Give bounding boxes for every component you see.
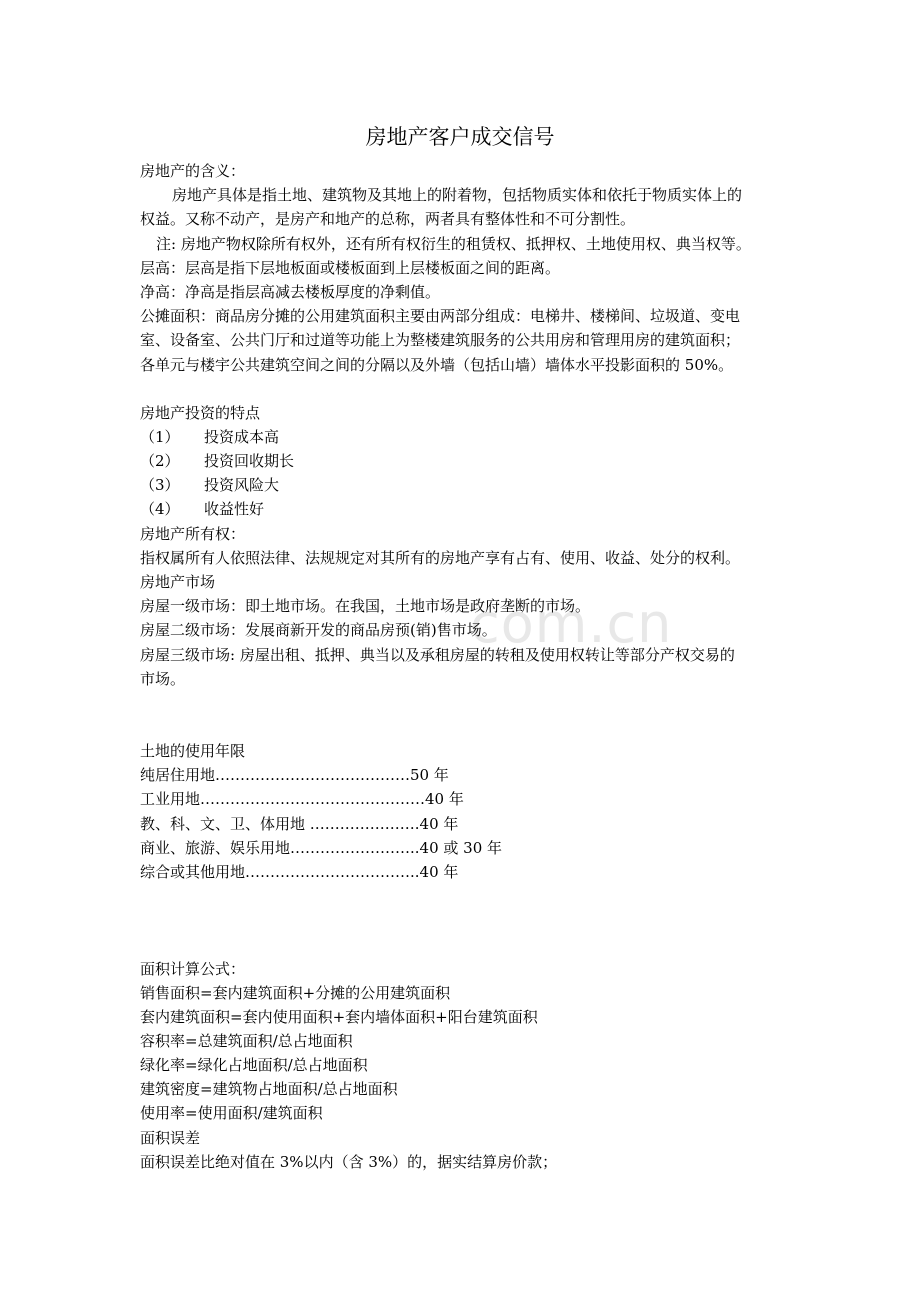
formula-line: 使用率=使用面积/建筑面积 — [140, 1104, 323, 1122]
land-item: 教、科、文、卫、体用地 ………………….40 年 — [140, 815, 459, 833]
shared-area-line-3: 各单元与楼宇公共建筑空间之间的分隔以及外墙（包括山墙）墙体水平投影面积的 50%。 — [140, 356, 734, 374]
formula-line: 容积率=总建筑面积/总占地面积 — [140, 1032, 353, 1050]
list-item-text: 收益性好 — [204, 500, 265, 518]
list-item-number: （4） — [140, 500, 180, 518]
document-title: 房地产客户成交信号 — [365, 125, 555, 149]
formula-line: 建筑密度=建筑物占地面积/总占地面积 — [140, 1080, 398, 1098]
error-body: 面积误差比绝对值在 3%以内（含 3%）的，据实结算房价款； — [140, 1153, 558, 1171]
list-item-number: （3） — [140, 476, 180, 494]
land-heading: 土地的使用年限 — [140, 742, 246, 760]
land-item: 纯居住用地…………………………………50 年 — [140, 766, 449, 784]
formula-line: 套内建筑面积=套内使用面积+套内墙体面积+阳台建筑面积 — [140, 1008, 538, 1026]
list-item — [140, 425, 279, 449]
definition-body-line-2: 权益。又称不动产，是房产和地产的总称，两者具有整体性和不可分割性。 — [140, 210, 636, 228]
error-heading: 面积误差 — [140, 1129, 201, 1147]
formula-heading: 面积计算公式： — [140, 960, 246, 978]
note-line: 注: 房地产物权除所有权外，还有所有权衍生的租赁权、抵押权、土地使用权、典当权等。 — [156, 235, 751, 253]
shared-area-line-1: 公摊面积：商品房分摊的公用建筑面积主要由两部分组成：电梯井、楼梯间、垃圾道、变电 — [140, 307, 741, 325]
floor-height-line: 层高：层高是指下层地板面或楼板面到上层楼板面之间的距离。 — [140, 259, 561, 277]
definition-body-line-1: 房地产具体是指土地、建筑物及其地上的附着物，包括物质实体和依托于物质实体上的 — [172, 186, 743, 204]
list-item — [140, 497, 264, 521]
list-item-text: 投资成本高 — [204, 428, 280, 446]
list-item-number: （1） — [140, 428, 180, 446]
net-height-line: 净高：净高是指层高减去楼板厚度的净剩值。 — [140, 283, 441, 301]
list-item-text: 投资风险大 — [204, 476, 280, 494]
ownership-body: 指权属所有人依照法律、法规规定对其所有的房地产享有占有、使用、收益、处分的权利。 — [140, 549, 741, 567]
land-item: 综合或其他用地……………………………..40 年 — [140, 863, 459, 881]
land-item: 商业、旅游、娱乐用地……………………..40 或 30 年 — [140, 839, 503, 857]
land-item: 工业用地………………………………………40 年 — [140, 790, 464, 808]
market-line-3-cont: 市场。 — [140, 670, 186, 688]
list-item — [140, 449, 294, 473]
shared-area-line-2: 室、设备室、公共门厅和过道等功能上为整楼建筑服务的公共用房和管理用房的建筑面积； — [140, 331, 741, 349]
investment-heading: 房地产投资的特点 — [140, 404, 261, 422]
ownership-heading: 房地产所有权： — [140, 525, 246, 543]
formula-line: 销售面积=套内建筑面积+分摊的公用建筑面积 — [140, 984, 451, 1002]
definition-heading: 房地产的含义： — [140, 162, 246, 180]
formula-line: 绿化率=绿化占地面积/总占地面积 — [140, 1056, 368, 1074]
list-item — [140, 473, 279, 497]
watermark: com.cn — [470, 592, 673, 655]
list-item-number: （2） — [140, 452, 180, 470]
market-line-2: 房屋二级市场：发展商新开发的商品房预(销)售市场。 — [140, 621, 497, 639]
market-heading: 房地产市场 — [140, 573, 216, 591]
market-line-3: 房屋三级市场: 房屋出租、抵押、典当以及承租房屋的转租及使用权转让等部分产权交易的 — [140, 646, 735, 664]
market-line-1: 房屋一级市场：即土地市场。在我国，土地市场是政府垄断的市场。 — [140, 597, 591, 615]
list-item-text: 投资回收期长 — [204, 452, 295, 470]
